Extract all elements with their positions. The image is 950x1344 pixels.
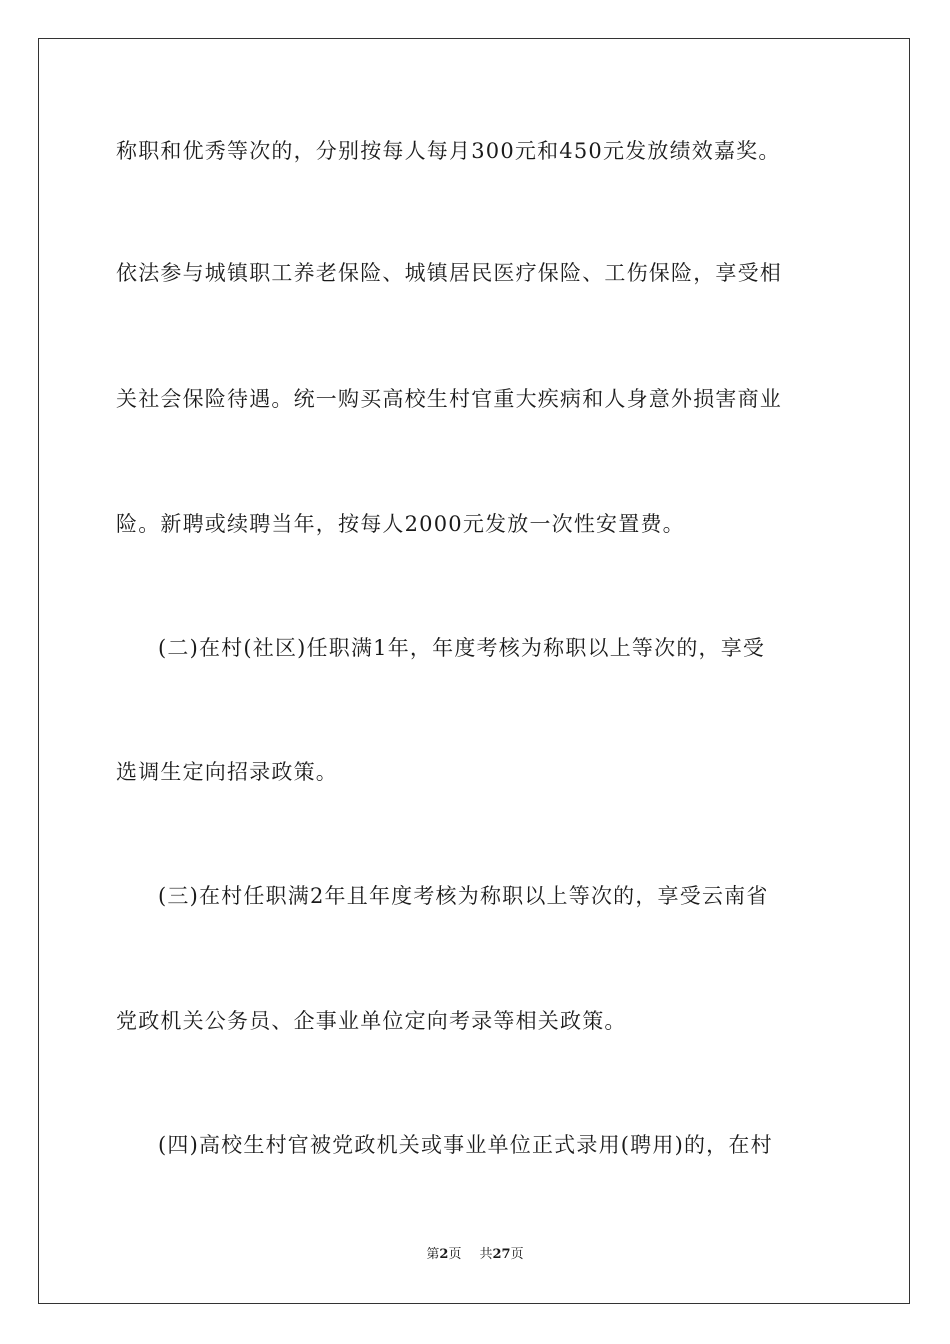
page-number: 2 [439,1247,449,1262]
body-line-3: 关社会保险待遇。统一购买高校生村官重大疾病和人身意外损害商业 [116,387,782,411]
body-line-1: 称职和优秀等次的，分别按每人每月300元和450元发放绩效嘉奖。 [116,139,781,163]
page-border [38,38,910,1304]
page-footer [0,1246,950,1264]
body-line-9: (四)高校生村官被党政机关或事业单位正式录用(聘用)的，在村 [158,1133,773,1157]
body-line-4: 险。新聘或续聘当年，按每人2000元发放一次性安置费。 [116,512,685,536]
page-suffix: 页 [448,1247,462,1262]
body-line-6: 选调生定向招录政策。 [116,760,338,784]
total-prefix: 共 [479,1247,493,1262]
page-prefix: 第 [426,1247,440,1262]
body-line-2: 依法参与城镇职工养老保险、城镇居民医疗保险、工伤保险，享受相 [116,261,782,285]
body-line-7: (三)在村任职满2年且年度考核为称职以上等次的，享受云南省 [158,884,769,908]
body-line-8: 党政机关公务员、企事业单位定向考录等相关政策。 [116,1009,627,1033]
body-line-5: (二)在村(社区)任职满1年，年度考核为称职以上等次的，享受 [158,636,766,660]
total-pages: 27 [492,1247,511,1262]
total-suffix: 页 [510,1247,524,1262]
